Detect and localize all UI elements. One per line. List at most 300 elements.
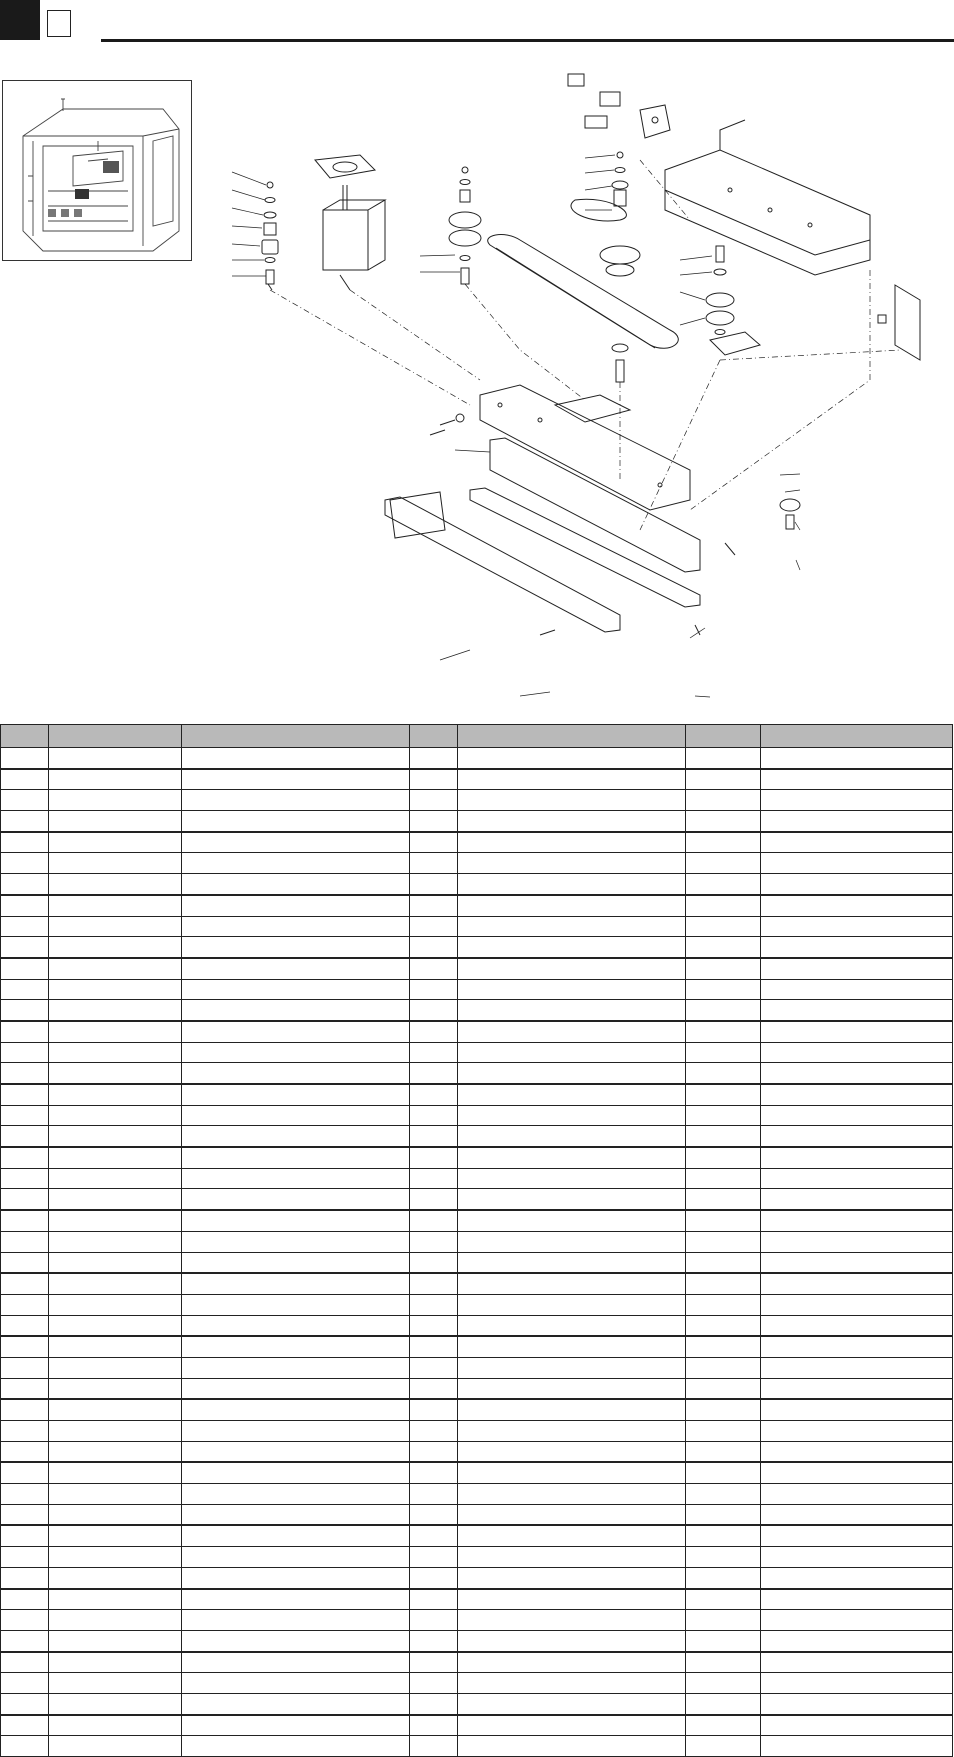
table-cell — [49, 1168, 182, 1189]
table-cell — [458, 1378, 686, 1399]
table-cell — [1, 1273, 49, 1294]
table-cell — [182, 1504, 410, 1525]
table-cell — [410, 1525, 458, 1546]
table-cell — [686, 1357, 761, 1378]
table-cell — [761, 1484, 953, 1505]
table-cell — [458, 1736, 686, 1757]
table-cell — [761, 1147, 953, 1168]
table-cell — [182, 832, 410, 853]
table-cell — [182, 790, 410, 811]
table-cell — [686, 1063, 761, 1084]
table-cell — [410, 1210, 458, 1231]
table-cell — [458, 1567, 686, 1588]
table-cell — [182, 1693, 410, 1714]
table-row — [1, 1294, 953, 1315]
table-cell — [49, 1105, 182, 1126]
table-cell — [761, 1652, 953, 1673]
table-cell — [49, 1189, 182, 1210]
table-row — [1, 1547, 953, 1568]
column-header — [410, 725, 458, 748]
table-cell — [182, 1147, 410, 1168]
column-header — [686, 725, 761, 748]
table-cell — [410, 1147, 458, 1168]
table-row — [1, 832, 953, 853]
drive-assembly-exploded-view — [0, 60, 954, 700]
table-cell — [1, 1421, 49, 1442]
table-cell — [49, 895, 182, 916]
table-cell — [410, 1315, 458, 1336]
table-cell — [49, 1462, 182, 1483]
table-cell — [1, 937, 49, 958]
table-cell — [1, 1399, 49, 1420]
table-cell — [686, 916, 761, 937]
table-cell — [761, 1736, 953, 1757]
table-cell — [458, 1484, 686, 1505]
table-cell — [410, 832, 458, 853]
table-cell — [761, 1421, 953, 1442]
table-row — [1, 874, 953, 895]
table-cell — [686, 895, 761, 916]
table-row — [1, 1441, 953, 1462]
table-row — [1, 958, 953, 979]
table-cell — [410, 1021, 458, 1042]
table-cell — [182, 1042, 410, 1063]
table-cell — [761, 1610, 953, 1631]
table-cell — [182, 1168, 410, 1189]
upper-frame-bracket — [640, 105, 870, 275]
table-cell — [458, 1547, 686, 1568]
table-cell — [410, 1294, 458, 1315]
table-cell — [1, 1126, 49, 1147]
table-row — [1, 1504, 953, 1525]
table-row — [1, 1484, 953, 1505]
table-cell — [182, 1610, 410, 1631]
table-row — [1, 1715, 953, 1736]
table-cell — [761, 853, 953, 874]
table-row — [1, 979, 953, 1000]
table-cell — [761, 1021, 953, 1042]
table-cell — [182, 1084, 410, 1105]
table-cell — [686, 1693, 761, 1714]
table-cell — [410, 1084, 458, 1105]
table-cell — [686, 1399, 761, 1420]
table-cell — [686, 1168, 761, 1189]
table-cell — [49, 1042, 182, 1063]
table-cell — [761, 1567, 953, 1588]
table-cell — [410, 1736, 458, 1757]
table-cell — [1, 1610, 49, 1631]
header-rule — [101, 39, 954, 42]
table-cell — [761, 1105, 953, 1126]
table-row — [1, 1168, 953, 1189]
table-cell — [182, 1105, 410, 1126]
table-row — [1, 1084, 953, 1105]
center-idler-stack — [449, 167, 481, 284]
table-cell — [1, 1567, 49, 1588]
table-cell — [49, 1504, 182, 1525]
table-cell — [182, 1063, 410, 1084]
table-cell — [410, 1589, 458, 1610]
table-cell — [458, 1231, 686, 1252]
table-cell — [410, 1462, 458, 1483]
table-cell — [410, 1126, 458, 1147]
table-cell — [458, 1021, 686, 1042]
table-cell — [410, 1693, 458, 1714]
table-cell — [458, 853, 686, 874]
table-cell — [182, 1525, 410, 1546]
table-cell — [410, 1105, 458, 1126]
table-cell — [49, 1484, 182, 1505]
table-cell — [761, 979, 953, 1000]
table-cell — [686, 811, 761, 832]
table-cell — [458, 1147, 686, 1168]
table-cell — [761, 1630, 953, 1651]
table-cell — [410, 874, 458, 895]
table-cell — [49, 958, 182, 979]
table-cell — [182, 1210, 410, 1231]
table-cell — [182, 916, 410, 937]
table-cell — [761, 1252, 953, 1273]
table-cell — [686, 1378, 761, 1399]
table-row — [1, 916, 953, 937]
table-cell — [49, 1589, 182, 1610]
parts-list-table — [0, 724, 953, 1757]
table-cell — [686, 1736, 761, 1757]
table-cell — [410, 958, 458, 979]
table-cell — [458, 1399, 686, 1420]
table-row — [1, 1567, 953, 1588]
table-row — [1, 1610, 953, 1631]
table-cell — [182, 1715, 410, 1736]
table-cell — [686, 1021, 761, 1042]
table-cell — [458, 1126, 686, 1147]
table-cell — [49, 1000, 182, 1021]
table-cell — [182, 1652, 410, 1673]
table-cell — [686, 1105, 761, 1126]
table-cell — [458, 1000, 686, 1021]
table-cell — [686, 1294, 761, 1315]
table-cell — [761, 1231, 953, 1252]
table-cell — [1, 853, 49, 874]
table-cell — [1, 1252, 49, 1273]
table-cell — [458, 1252, 686, 1273]
table-cell — [686, 1525, 761, 1546]
table-row — [1, 1462, 953, 1483]
table-cell — [1, 1147, 49, 1168]
table-cell — [686, 1315, 761, 1336]
table-cell — [1, 1336, 49, 1357]
table-row — [1, 1147, 953, 1168]
table-cell — [1, 1378, 49, 1399]
table-cell — [49, 1547, 182, 1568]
table-cell — [1, 1231, 49, 1252]
table-row — [1, 1126, 953, 1147]
table-cell — [1, 1673, 49, 1694]
table-cell — [49, 790, 182, 811]
table-cell — [49, 1063, 182, 1084]
table-cell — [458, 1168, 686, 1189]
table-cell — [182, 1547, 410, 1568]
table-cell — [49, 1294, 182, 1315]
table-cell — [410, 1567, 458, 1588]
table-cell — [1, 832, 49, 853]
table-cell — [458, 1652, 686, 1673]
fastener-icons — [430, 414, 800, 635]
table-cell — [182, 769, 410, 790]
table-cell — [182, 1399, 410, 1420]
table-cell — [49, 1652, 182, 1673]
table-cell — [1, 958, 49, 979]
table-cell — [458, 1673, 686, 1694]
table-row — [1, 1589, 953, 1610]
table-cell — [761, 1189, 953, 1210]
table-cell — [182, 1673, 410, 1694]
table-cell — [458, 769, 686, 790]
table-cell — [182, 853, 410, 874]
table-cell — [182, 874, 410, 895]
section-marker-block — [0, 0, 40, 40]
table-cell — [182, 1000, 410, 1021]
table-cell — [1, 769, 49, 790]
table-cell — [1, 1547, 49, 1568]
table-cell — [410, 1357, 458, 1378]
table-cell — [1, 1715, 49, 1736]
table-cell — [686, 1567, 761, 1588]
table-row — [1, 1630, 953, 1651]
table-row — [1, 811, 953, 832]
table-cell — [182, 1567, 410, 1588]
table-cell — [458, 1525, 686, 1546]
connectors — [568, 74, 620, 128]
table-cell — [49, 1084, 182, 1105]
sensor-bracket — [878, 285, 920, 360]
table-cell — [49, 1126, 182, 1147]
table-cell — [182, 1189, 410, 1210]
table-cell — [761, 769, 953, 790]
table-cell — [686, 1441, 761, 1462]
drive-pulley-stack — [600, 152, 640, 382]
table-cell — [1, 1042, 49, 1063]
table-cell — [49, 874, 182, 895]
table-cell — [458, 1693, 686, 1714]
table-cell — [1, 790, 49, 811]
motor-assembly — [315, 155, 385, 290]
table-cell — [686, 769, 761, 790]
table-cell — [686, 1504, 761, 1525]
table-cell — [1, 1063, 49, 1084]
table-cell — [458, 1105, 686, 1126]
table-cell — [49, 1021, 182, 1042]
table-cell — [49, 1315, 182, 1336]
table-cell — [410, 916, 458, 937]
table-cell — [686, 832, 761, 853]
table-cell — [1, 1589, 49, 1610]
table-cell — [686, 1000, 761, 1021]
table-row — [1, 1652, 953, 1673]
table-cell — [686, 979, 761, 1000]
table-cell — [686, 874, 761, 895]
table-cell — [686, 853, 761, 874]
table-cell — [686, 1126, 761, 1147]
table-cell — [761, 1294, 953, 1315]
table-cell — [761, 1399, 953, 1420]
table-cell — [761, 1042, 953, 1063]
table-cell — [458, 916, 686, 937]
table-cell — [686, 1252, 761, 1273]
table-cell — [410, 748, 458, 769]
table-row — [1, 1021, 953, 1042]
table-cell — [1, 1652, 49, 1673]
table-cell — [49, 769, 182, 790]
column-header — [761, 725, 953, 748]
table-cell — [410, 790, 458, 811]
table-cell — [686, 790, 761, 811]
table-cell — [458, 811, 686, 832]
table-cell — [49, 1693, 182, 1714]
callout-leaders — [232, 155, 800, 697]
section-marker-box — [47, 10, 71, 37]
table-row — [1, 1189, 953, 1210]
table-row — [1, 748, 953, 769]
table-cell — [1, 748, 49, 769]
table-cell — [410, 1252, 458, 1273]
table-cell — [1, 916, 49, 937]
table-cell — [49, 832, 182, 853]
table-cell — [686, 1210, 761, 1231]
table-header-row — [1, 725, 953, 748]
table-row — [1, 1399, 953, 1420]
table-cell — [458, 1630, 686, 1651]
table-cell — [410, 1504, 458, 1525]
alignment-lines — [270, 160, 900, 530]
table-cell — [761, 1126, 953, 1147]
table-cell — [761, 937, 953, 958]
table-cell — [1, 1105, 49, 1126]
table-row — [1, 853, 953, 874]
table-cell — [458, 1504, 686, 1525]
table-cell — [458, 958, 686, 979]
table-cell — [761, 1504, 953, 1525]
table-cell — [761, 1273, 953, 1294]
table-cell — [458, 1357, 686, 1378]
table-cell — [761, 1084, 953, 1105]
table-cell — [686, 1084, 761, 1105]
table-cell — [458, 895, 686, 916]
table-row — [1, 895, 953, 916]
table-row — [1, 1378, 953, 1399]
column-header — [1, 725, 49, 748]
table-cell — [182, 1126, 410, 1147]
table-cell — [49, 916, 182, 937]
table-row — [1, 1000, 953, 1021]
table-cell — [761, 1715, 953, 1736]
table-cell — [1, 1630, 49, 1651]
table-cell — [182, 1736, 410, 1757]
table-cell — [1, 1736, 49, 1757]
table-row — [1, 1042, 953, 1063]
table-cell — [686, 1547, 761, 1568]
table-row — [1, 1273, 953, 1294]
table-cell — [1, 1210, 49, 1231]
table-cell — [686, 1484, 761, 1505]
left-spacer-stack — [262, 182, 278, 290]
table-cell — [49, 1736, 182, 1757]
table-cell — [458, 790, 686, 811]
table-cell — [761, 1336, 953, 1357]
table-cell — [410, 1484, 458, 1505]
table-cell — [182, 979, 410, 1000]
table-cell — [410, 1547, 458, 1568]
table-cell — [686, 1652, 761, 1673]
table-cell — [761, 1210, 953, 1231]
table-cell — [686, 1462, 761, 1483]
table-cell — [761, 958, 953, 979]
table-cell — [458, 1336, 686, 1357]
column-header — [458, 725, 686, 748]
table-cell — [686, 1421, 761, 1442]
table-cell — [49, 1715, 182, 1736]
table-cell — [1, 1484, 49, 1505]
table-cell — [410, 1378, 458, 1399]
table-cell — [410, 1610, 458, 1631]
table-cell — [458, 1273, 686, 1294]
table-cell — [410, 1189, 458, 1210]
table-cell — [49, 1357, 182, 1378]
table-cell — [182, 937, 410, 958]
table-cell — [410, 1231, 458, 1252]
table-row — [1, 1315, 953, 1336]
table-cell — [761, 1589, 953, 1610]
table-cell — [1, 1000, 49, 1021]
table-row — [1, 1673, 953, 1694]
table-cell — [1, 1084, 49, 1105]
column-header — [49, 725, 182, 748]
table-cell — [182, 1294, 410, 1315]
table-cell — [1, 1021, 49, 1042]
table-row — [1, 1736, 953, 1757]
table-cell — [410, 1063, 458, 1084]
table-cell — [761, 1525, 953, 1546]
table-cell — [458, 1715, 686, 1736]
table-cell — [410, 853, 458, 874]
table-cell — [1, 1294, 49, 1315]
table-row — [1, 1105, 953, 1126]
table-cell — [458, 1462, 686, 1483]
table-cell — [458, 748, 686, 769]
table-cell — [761, 1693, 953, 1714]
table-cell — [761, 832, 953, 853]
table-row — [1, 1693, 953, 1714]
table-cell — [1, 1189, 49, 1210]
table-cell — [410, 769, 458, 790]
table-cell — [458, 1315, 686, 1336]
table-cell — [410, 1421, 458, 1442]
table-cell — [761, 811, 953, 832]
table-cell — [458, 1441, 686, 1462]
table-cell — [49, 1567, 182, 1588]
table-cell — [182, 1273, 410, 1294]
table-cell — [1, 1357, 49, 1378]
table-cell — [761, 1673, 953, 1694]
table-cell — [686, 748, 761, 769]
table-cell — [182, 811, 410, 832]
table-cell — [49, 1273, 182, 1294]
table-row — [1, 769, 953, 790]
table-cell — [686, 1042, 761, 1063]
table-cell — [410, 1000, 458, 1021]
table-cell — [49, 1421, 182, 1442]
timing-belts — [488, 199, 679, 348]
